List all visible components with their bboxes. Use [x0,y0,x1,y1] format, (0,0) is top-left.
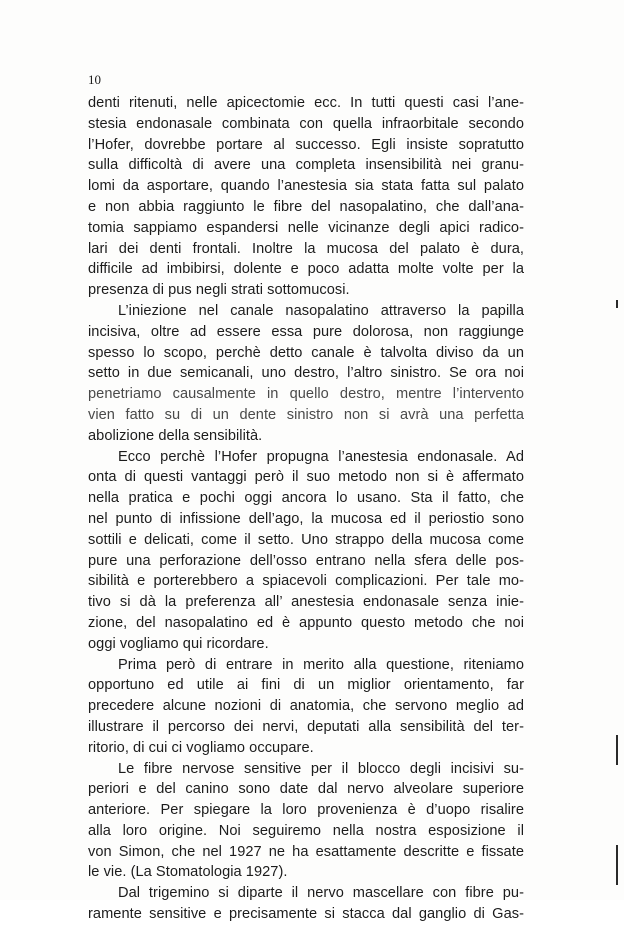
text-line: lari dei denti frontali. Inoltre la mucosa del palato è dura, [88,240,524,257]
text-line: le vie. (La Stomatologia 1927). [88,864,288,881]
text-line: Ecco perchè l’Hofer propugna l’anestesia endonasale. Ad [118,448,524,465]
text-line: ramente sensitive e precisamente si stacca dal ganglio di Gas- [88,906,524,923]
text-line: nella pratica e pochi oggi ancora lo usano. Sta il fatto, che [88,490,524,507]
text-line: periori e del canino sono date dal nervo alveolare superiore [88,781,524,798]
text-line: e non abbia raggiunto le fibre del nasopalatino, che dall’ana- [88,198,524,215]
text-line: alla loro origine. Noi seguiremo nella nostra esposizione il [88,822,524,839]
text-line: denti ritenuti, nelle apicectomie ecc. In tutti questi casi l’ane- [88,95,524,111]
text-line: anteriore. Per spiegare la loro provenienza è d’uopo risalire [88,802,524,819]
text-line: sottili e delicati, come il setto. Uno strappo della mucosa come [88,531,524,548]
text-line: tivo si dà la preferenza all’ anestesia endonasale senza inie- [88,594,524,611]
text-line: penetriamo causalmente in quello destro, mentre l’intervento [88,386,524,403]
text-line: abolizione della sensibilità. [88,427,263,444]
scan-edge-mark [616,845,618,885]
text-line: Dal trigemino si diparte il nervo mascellare con fibre pu- [118,885,524,902]
scan-edge-mark [616,300,618,308]
text-line: l’Hofer, dovrebbe portare al successo. Egli insiste sopratutto [88,136,524,153]
text-line: vien fatto su di un dente sinistro non si avrà una perfetta [88,406,524,423]
scan-edge-mark [616,735,618,765]
text-line: Prima però di entrare in merito alla questione, riteniamo [118,656,524,673]
text-line: L’iniezione nel canale nasopalatino attraverso la papilla [118,302,524,319]
body-text [88,93,524,925]
text-line: presenza di pus negli strati sottomucosi. [88,282,350,299]
text-line: nel punto di infissione dell’ago, la mucosa ed il periostio sono [88,510,524,527]
text-line: lomi da asportare, quando l’anestesia sia stata fatta sul palato [88,178,524,195]
text-line: incisiva, oltre ad essere essa pure dolorosa, non raggiunge [88,323,524,340]
text-line: stesia endonasale combinata con quella infraorbitale secondo [88,115,524,132]
page-number: 10 [88,72,101,87]
text-line: spesso lo scopo, perchè detto canale è talvolta diviso da un [88,344,524,361]
text-line: zione, del nasopalatino ed è appunto questo metodo che noi [88,614,524,631]
text-line: opportuno ed utile ai fini di un miglior orientamento, far [88,677,524,694]
text-line: oggi vogliamo qui ricordare. [88,635,269,652]
text-line: pure una perforazione dell’osso entrano nella sfera delle pos- [88,552,524,569]
text-line: setto in due semicanali, uno destro, l’altro sinistro. Se ora noi [88,365,524,382]
text-line: difficile ad imbibirsi, dolente e poco adatta molte volte per la [88,261,524,278]
text-line: illustrare il percorso dei nervi, deputati alla sensibilità del ter- [88,718,524,735]
text-line: sulla difficoltà di avere una completa insensibilità nei granu- [88,157,524,174]
text-line: precedere alcune nozioni di anatomia, che servono meglio ad [88,698,524,715]
text-line: sibilità e porterebbero a spiacevoli complicazioni. Per tale mo- [88,573,524,590]
text-line: tomia sappiamo espandersi nelle vicinanze degli apici radico- [88,219,524,236]
text-line: Le fibre nervose sensitive per il blocco degli incisivi su- [118,760,524,777]
text-line: von Simon, che nel 1927 ne ha esattamente descritte e fissate [88,843,524,860]
text-line: onta di questi vantaggi però il suo metodo non si è affermato [88,469,524,486]
text-line: ritorio, di cui ci vogliamo occupare. [88,739,314,756]
